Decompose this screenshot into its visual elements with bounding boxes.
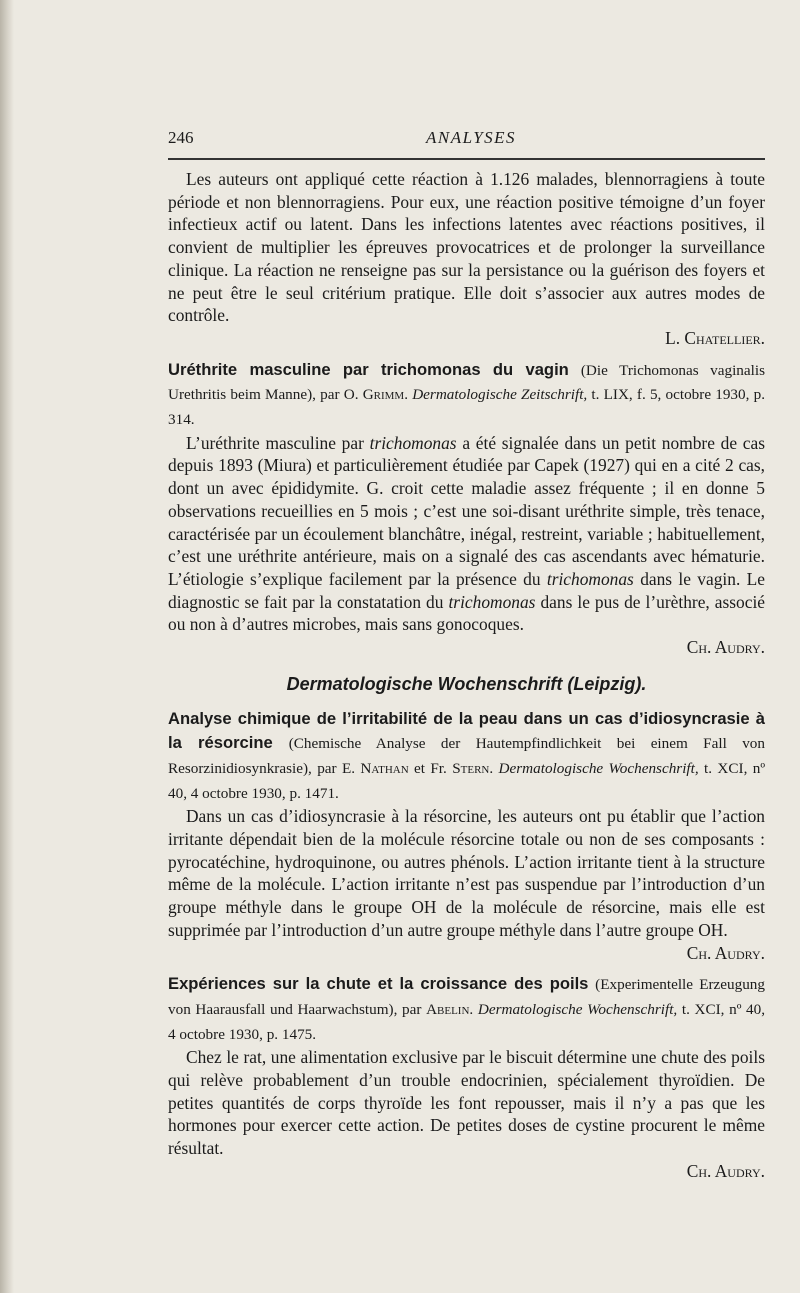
article-title: Uréthrite masculine par trichomonas du vagin	[168, 359, 569, 379]
page-header	[168, 128, 765, 152]
article-body: L’uréthrite masculine par trichomonas a été signalée dans un petit nombre de cas depuis 1893 (Miura) et particulièrement étudiée par Capek (1927) qui en a cité 2 cas, dont un avec épididymite. G. croit cette maladie assez fréquente ; il en donne 5 observations recueillies en 5 mois ; c’est une soi-disant uréthrite simple, très tenace, caractérisée par un écoulement blanchâtre, inégal, restreint, variable ; habituellement, c’est une uréthrite antérieure, mais on a signalé des cas ascendants avec hématurie. L’étiologie s’explique facilement par la présence du trichomonas dans le vagin. Le diagnostic se fait par la constatation du trichomonas dans le pus de l’urèthre, associé ou non à d’autres microbes, mais sans gonocoques.	[168, 432, 765, 635]
abstract-signature: L. Chatellier.	[665, 327, 765, 348]
article-heading-urethrite	[168, 358, 765, 432]
article-body: Chez le rat, une alimentation exclusive par le biscuit détermine une chute des poils qui relève probablement d’un trouble endocrinien, spécialement thyroïdien. De petites quantités de corps thyroïde les font repousser, mais il n’y a pas que les hormones pour exercer cette action. De petites doses de cystine procurent le même résultat.	[168, 1047, 765, 1159]
article-signature: Ch. Audry.	[686, 942, 765, 963]
abstract-continuation: Les auteurs ont appliqué cette réaction à 1.126 malades, blennorragiens à toute période et non blennorragiens. Pour eux, une réaction positive témoigne d’un foyer infectieux actif ou latent. Dans les infections latentes avec réactions positives, il convient de multiplier les épreuves provocatrices et de prolonger la surveillance clinique. La réaction ne renseigne pas sur la persistance ou la guérison des foyers et ne peut être le seul critérium pratique. Elle doit s’associer aux autres modes de contrôle.	[168, 169, 765, 326]
article-title: Expériences sur la chute et la croissance des poils	[168, 974, 589, 994]
article-signature: Ch. Audry.	[686, 637, 765, 658]
article-reference: (Experimentelle Erzeugung von Haarausfall und Haarwachstum), par Abelin. Dermatologische Wochenschrift, t. XCI, nº 40, 4 octobre 1930, p. 1475.	[168, 976, 766, 1043]
article-heading-resorcine	[168, 707, 765, 805]
article-reference: (Die Trichomonas vaginalis Urethritis beim Manne), par O. Grimm. Dermatologische Zeitschrift, t. LIX, f. 5, octobre 1930, p. 314.	[168, 361, 765, 429]
article-body: Dans un cas d’idiosyncrasie à la résorcine, les auteurs ont pu établir que l’action irritante dépendait bien de la molécule résorcine totale ou non de ses composants : pyrocatéchine, hydroquinone, ou autres phénols. L’action irritante tient à la structure même de la molécule. L’action irritante n’est pas suspendue par l’introduction d’un groupe méthyle dans le groupe OH de la molécule de résorcine, mais elle est supprimée par l’introduction d’un autre groupe méthyle dans l’autre groupe OH.	[168, 806, 765, 940]
running-title: ANALYSES	[426, 128, 517, 147]
article-heading-poils	[168, 972, 765, 1046]
page-number: 246	[168, 128, 194, 147]
page-content	[168, 168, 765, 1183]
article-signature: Ch. Audry.	[686, 1160, 765, 1181]
article-reference: (Chemische Analyse der Hautempfindlichkeit bei einem Fall von Resorzinidiosynkrasie), par E. Nathan et Fr. Stern. Dermatologische Wochenschrift, t. XCI, nº 40, 4 octobre 1930, p. 1471.	[168, 735, 766, 802]
page-edge-shadow	[0, 0, 14, 1293]
article-title: Analyse chimique de l’irritabilité de la peau dans un cas d’idiosyncrasie à la résorcine	[168, 709, 765, 753]
journal-heading: Dermatologische Wochenschrift (Leipzig).	[286, 673, 647, 694]
header-rule	[168, 158, 765, 160]
